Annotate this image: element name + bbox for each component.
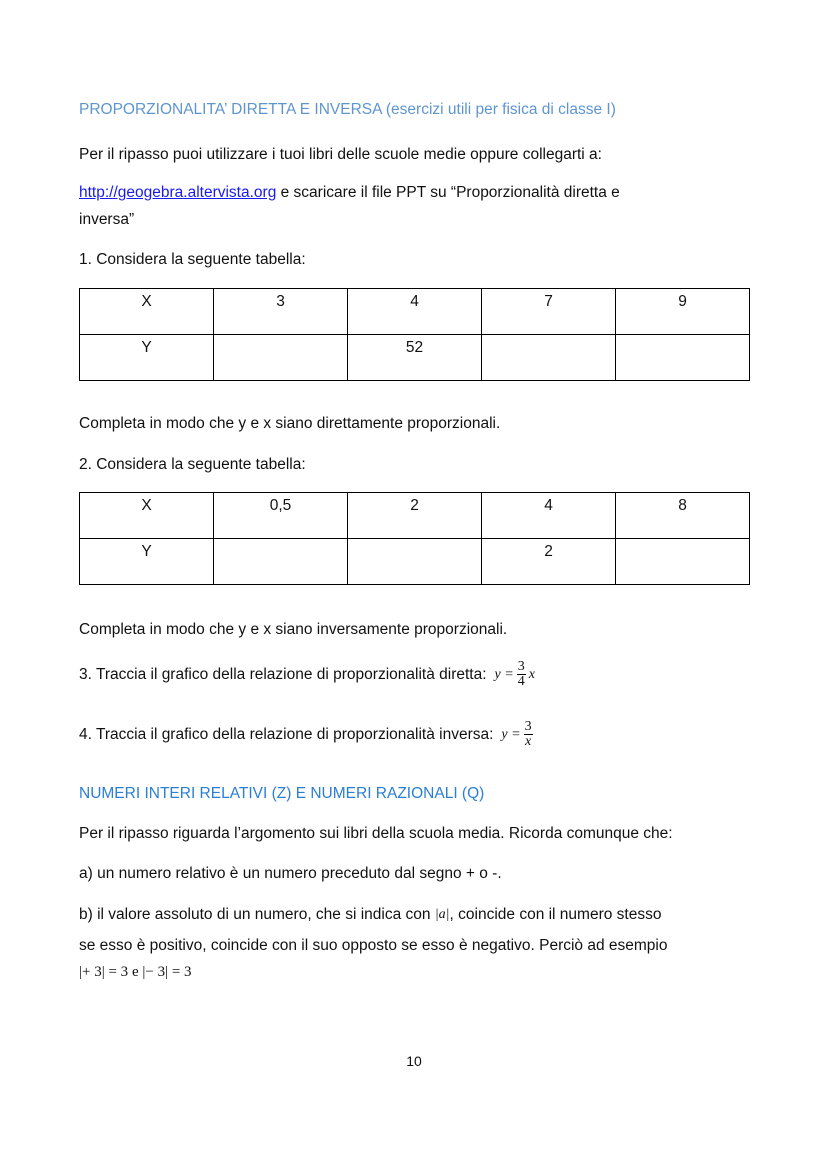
text: e: [128, 964, 143, 980]
paragraph-review: Per il ripasso riguarda l’argomento sui libri della scuola media. Ricorda comunque che:: [79, 825, 673, 842]
abs-example-negative: |− 3| = 3: [142, 964, 192, 980]
section-heading-proportionality: PROPORZIONALITA’ DIRETTA E INVERSA (esercizi utili per fisica di classe I): [79, 101, 616, 118]
table-cell: [348, 539, 482, 585]
table-cell: 7: [482, 289, 616, 335]
fraction-denominator: x: [524, 734, 532, 749]
paragraph-b-line2: se esso è positivo, coincide con il suo opposto se esso è negativo. Perciò ad esempio: [79, 937, 668, 954]
geogebra-link[interactable]: http://geogebra.altervista.org: [79, 184, 277, 201]
link-line-continued: inversa”: [79, 211, 135, 228]
abs-value-a: |a|: [434, 906, 450, 922]
table-cell: [214, 335, 348, 381]
fraction-numerator: 3: [524, 719, 532, 734]
formula-rhs: x: [528, 666, 535, 682]
table-cell: Y: [80, 335, 214, 381]
text: b) il valore assoluto di un numero, che si indica con: [79, 906, 435, 923]
table-cell: 2: [482, 539, 616, 585]
exercise-3-text: 3. Traccia il grafico della relazione di proporzionalità diretta:: [79, 665, 487, 683]
exercise-1-title: 1. Considera la seguente tabella:: [79, 251, 306, 268]
table-cell: 0,5: [214, 493, 348, 539]
exercise-4-text: 4. Traccia il grafico della relazione di proporzionalità inversa:: [79, 725, 494, 743]
text: , coincide con il numero stesso: [449, 906, 662, 923]
table-row: [80, 493, 750, 539]
page-number: 10: [406, 1053, 422, 1069]
table-cell: 3: [214, 289, 348, 335]
table-cell: 2: [348, 493, 482, 539]
table-cell: [616, 335, 750, 381]
table-cell: Y: [80, 539, 214, 585]
paragraph-a: a) un numero relativo è un numero preceduto dal segno + o -.: [79, 865, 502, 882]
table-row: [80, 539, 750, 585]
table-row: [80, 289, 750, 335]
table-cell: 4: [348, 289, 482, 335]
exercise-4: [79, 720, 533, 749]
link-after-text: e scaricare il file PPT su “Proporzionalità diretta e: [276, 184, 620, 201]
exercise-1-instruction: Completa in modo che y e x siano direttamente proporzionali.: [79, 415, 501, 432]
abs-examples: [79, 964, 192, 981]
table-exercise-2: [79, 492, 750, 585]
intro-text: Per il ripasso puoi utilizzare i tuoi libri delle scuole medie oppure collegarti a:: [79, 146, 602, 163]
abs-example-positive: |+ 3| = 3: [79, 964, 129, 980]
exercise-2-instruction: Completa in modo che y e x siano inversamente proporzionali.: [79, 621, 508, 638]
formula-inverse: [501, 720, 532, 749]
formula-direct: [495, 660, 535, 689]
table-cell: X: [80, 289, 214, 335]
fraction-numerator: 3: [517, 659, 525, 674]
table-row: [80, 335, 750, 381]
formula-lhs: y =: [501, 726, 521, 742]
table-cell: [616, 539, 750, 585]
exercise-3: [79, 660, 535, 689]
table-cell: X: [80, 493, 214, 539]
table-cell: [214, 539, 348, 585]
section-heading-numbers: NUMERI INTERI RELATIVI (Z) E NUMERI RAZIONALI (Q): [79, 785, 485, 802]
table-cell: 52: [348, 335, 482, 381]
exercise-2-title: 2. Considera la seguente tabella:: [79, 456, 306, 473]
table-cell: 4: [482, 493, 616, 539]
table-cell: [482, 335, 616, 381]
formula-lhs: y =: [494, 666, 514, 682]
paragraph-b-line1: [79, 906, 661, 924]
table-cell: 8: [616, 493, 750, 539]
table-exercise-1: [79, 288, 750, 381]
table-cell: 9: [616, 289, 750, 335]
link-line: [79, 184, 620, 202]
fraction-denominator: 4: [517, 674, 525, 689]
